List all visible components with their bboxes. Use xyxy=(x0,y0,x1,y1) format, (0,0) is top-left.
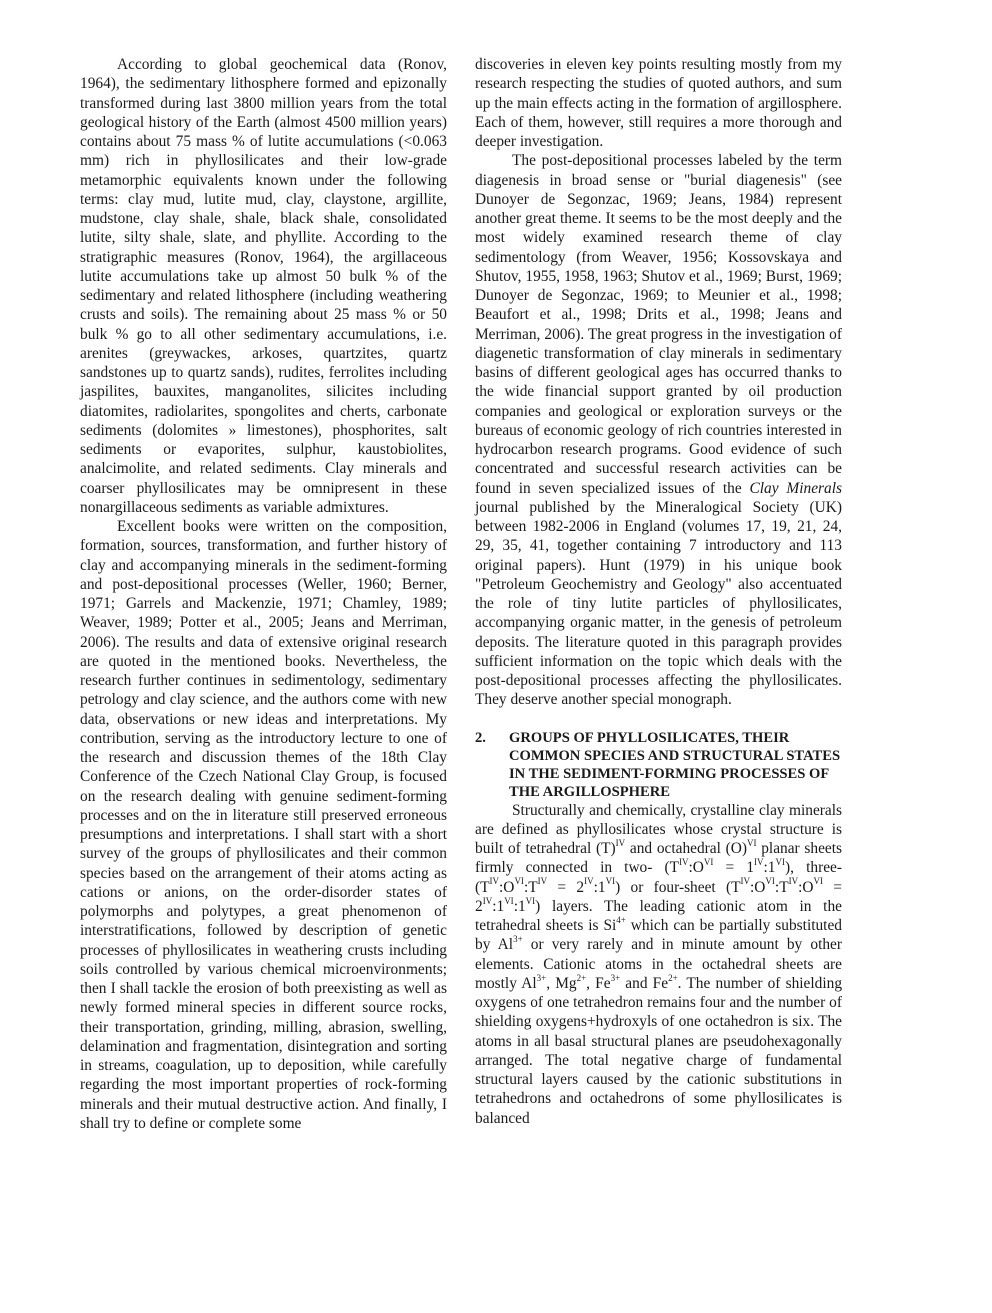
text-run: planar sheets firmly connected in two- (T xyxy=(475,840,843,877)
text-run: and octahedral (O) xyxy=(625,840,747,857)
superscript: IV xyxy=(615,837,626,848)
superscript: 3+ xyxy=(513,934,523,945)
superscript: 3+ xyxy=(610,972,621,983)
superscript: VI xyxy=(525,895,536,906)
right-column xyxy=(475,55,842,1128)
superscript: VI xyxy=(775,857,786,868)
superscript: VI xyxy=(514,876,524,887)
text-run: :1 xyxy=(763,859,776,877)
superscript: 3+ xyxy=(536,972,547,983)
text-run: The post-depositional processes labeled by the term diagenesis in broad sense or "burial diagenesis" (see Dunoyer de Segonzac, 1969; Jeans, 1984) represent another great theme. It seems to be the most deeply and the most widely examined research theme of clay sedimentology (from Weaver, 1956; Kossovskaya and Shutov, 1955, 1958, 1963; Shutov et al., 1969; Burst, 1969; Dunoyer de Segonzac, 1969; to Meunier et al., 1998; Beaufort et al., 1998; Drits et al., 1998; Jeans and Merriman, 2006). The great progress in the investigation of diagenetic transformation of clay minerals in sedimentary basins of different geological ages has occurred thanks to the wide financial support granted by oil production companies and geological or exploration surveys or the bureaus of economic geology of rich countries interested in hydrocarbon research programs. Good evidence of such concentrated and successful research activities can be found in seven specialized issues of the xyxy=(475,152,842,497)
paragraph-discoveries: discoveries in eleven key points resulting mostly from my research respecting the studies of quoted authors, and sum up the main effects acting in the formation of argillosphere. Each of them, however, still requires a more thorough and deeper investigation. xyxy=(475,56,842,150)
superscript: VI xyxy=(747,837,757,848)
text-run: :T xyxy=(774,878,789,896)
text-run: , Fe xyxy=(586,974,611,992)
superscript: VI xyxy=(765,876,775,887)
text-run: or very rarely and in minute amount by other elements. Cationic atoms in the octahedral sheets are mostly Al xyxy=(475,936,843,992)
superscript: IV xyxy=(740,876,751,887)
superscript: VI xyxy=(504,895,514,906)
paragraph-intro-geochemical: According to global geochemical data (Ronov, 1964), the sedimentary lithosphere formed and epizonally transformed during last 3800 million years from the total geological history of the Earth (almost 4500 million years) contains about 75 mass % of lutite accumulations (<0.063 mm) rich in phyllosilicates and their low-grade metamorphic equivalents known under the following terms: clay mud, lutite mud, clay, claystone, argillite, mudstone, clay shale, shale, black shale, consolidated lutite, silty shale, slate, and phyllite. According to the stratigraphic measures (Ronov, 1964), the argillaceous lutite accumulations take up almost 50 bulk % of the sedimentary and related lithosphere (including weathering crusts and soils). The remaining about 25 mass % or 50 bulk % go to all other sedimentary accumulations, i.e. arenites (greywackes, arkoses, quartzites, quartz sandstones up to quartz sands), rudites, ferrolites including jaspilites, bauxites, manganolites, silicites including diatomites, radiolarites, spongolites and cherts, carbonate sediments (dolomites » limestones), phosphorites, salt sediments or evaporites, sulphur, kaustobiolites, analcimolite, and related sediments. Clay minerals and coarser phyllosilicates may be omnipresent in these nonargillaceous sediments as variable admixtures. xyxy=(80,56,447,516)
text-run: :1 xyxy=(593,878,606,896)
text-run: :O xyxy=(499,878,515,896)
superscript: 2+ xyxy=(576,972,587,983)
text-run: :1 xyxy=(492,897,505,915)
section-heading xyxy=(475,729,842,801)
text-run: journal published by the Mineralogical Society (UK) between 1982-2006 in England (volumes 17, 19, 21, 24, 29, 35, 41, together containing 7 introductory and 113 original papers). Hunt (1979) in his unique book "Petroleum Geochemistry and Geology" also accentuated the role of tiny lutite particles of phyllosilicates, accompanying organic matter, in the genesis of petroleum deposits. The literature quoted in this paragraph provides sufficient information on the topic which deals with the post-depositional processes affecting the phyllosilicates. They deserve another special monograph. xyxy=(475,498,842,709)
superscript: VI xyxy=(703,857,714,868)
text-run: which can be partially substituted by Al xyxy=(475,917,842,954)
superscript: IV xyxy=(788,876,799,887)
superscript: VI xyxy=(605,876,616,887)
text-run: Structurally and chemically, crystalline clay minerals are defined as phyllosilicates whose crystal structure is built of tetrahedral (T) xyxy=(475,801,842,857)
text-run: ) layers. The leading cationic atom in the tetrahedral sheets is Si xyxy=(475,897,842,934)
left-column xyxy=(80,55,447,1133)
text-run: :1 xyxy=(513,897,526,915)
superscript: IV xyxy=(482,895,493,906)
text-run: . The number of shielding oxygens of one tetrahedron remains four and the number of shielding oxygens+hydroxyls of one octahedron is six. The atoms in all basal structural planes are pseudohexagonally arranged. The total negative charge of fundamental structural layers caused by the cationic substitutions in tetrahedrons and octahedrons of some phyllosilicates is balanced xyxy=(475,974,843,1127)
superscript: IV xyxy=(537,876,548,887)
superscript: IV xyxy=(679,857,689,868)
superscript: VI xyxy=(813,876,824,887)
paragraph-structure-definition xyxy=(475,801,842,1128)
paragraph-excellent-books: Excellent books were written on the composition, formation, sources, transformation, and further history of clay and accompanying minerals in the sediment-forming and post-depositional processes (Weller, 1960; Berner, 1971; Garrels and Mackenzie, 1971; Chamley, 1989; Weaver, 1989; Potter et al., 2005; Jeans and Merriman, 2006). The results and data of extensive original research are quoted in the mentioned books. Nevertheless, the research further continues in sedimentology, sedimentary petrology and clay science, and the authors come with new data, observations or new ideas and interpretations. My contribution, serving as the introductory lecture to one of the research and discussion themes of the 18th Clay Conference of the Czech National Clay Group, is focused on the research dealing with genuine sediment-forming processes and on the in literature still preserved erroneous presumptions and interpretations. I shall start with a short survey of the groups of phyllosilicates and their common species based on the arrangement of their atoms acting as cations or anions, on the order-disorder states of polymorphs and polytypes, a great phenomenon of interstratifications, followed by description of genetic processes of phyllosilicates in weathering crusts including soils controlled by various chemical microenvironments; then I shall tackle the erosion of both preexisting as well as newly formed mineral species in different source rocks, their transportation, grinding, milling, abrasion, swelling, delamination and fragmentation, disintegration and sorting in streams, coagulation, up to deposition, while carefully regarding the most important properties of rock-forming minerals and their mutual destructive action. And finally, I shall try to define or complete some xyxy=(80,518,447,1132)
section-title: GROUPS OF PHYLLOSILICATES, THEIR COMMON SPECIES AND STRUCTURAL STATES IN THE SEDIMENT-FORMING PROCESSES OF THE ARGILLOSPHERE xyxy=(509,729,841,800)
superscript: IV xyxy=(754,857,764,868)
superscript: 4+ xyxy=(616,914,626,925)
journal-title: Clay Minerals xyxy=(749,479,842,497)
text-run: ), three- (T xyxy=(475,859,842,896)
text-run: and Fe xyxy=(620,974,669,992)
text-run: ) or four-sheet (T xyxy=(615,878,741,896)
text-run: :O xyxy=(688,859,704,877)
text-run: = 2 xyxy=(547,878,585,896)
text-run: :O xyxy=(750,878,766,896)
superscript: IV xyxy=(584,876,594,887)
text-run: , Mg xyxy=(546,974,577,992)
text-run: :O xyxy=(798,878,814,896)
section-number: 2. xyxy=(475,729,486,746)
text-run: = 2 xyxy=(475,878,842,915)
superscript: IV xyxy=(489,876,500,887)
superscript: 2+ xyxy=(668,972,678,983)
text-run: = 1 xyxy=(713,859,755,877)
paragraph-post-depositional xyxy=(475,151,842,709)
text-run: :T xyxy=(523,878,538,896)
